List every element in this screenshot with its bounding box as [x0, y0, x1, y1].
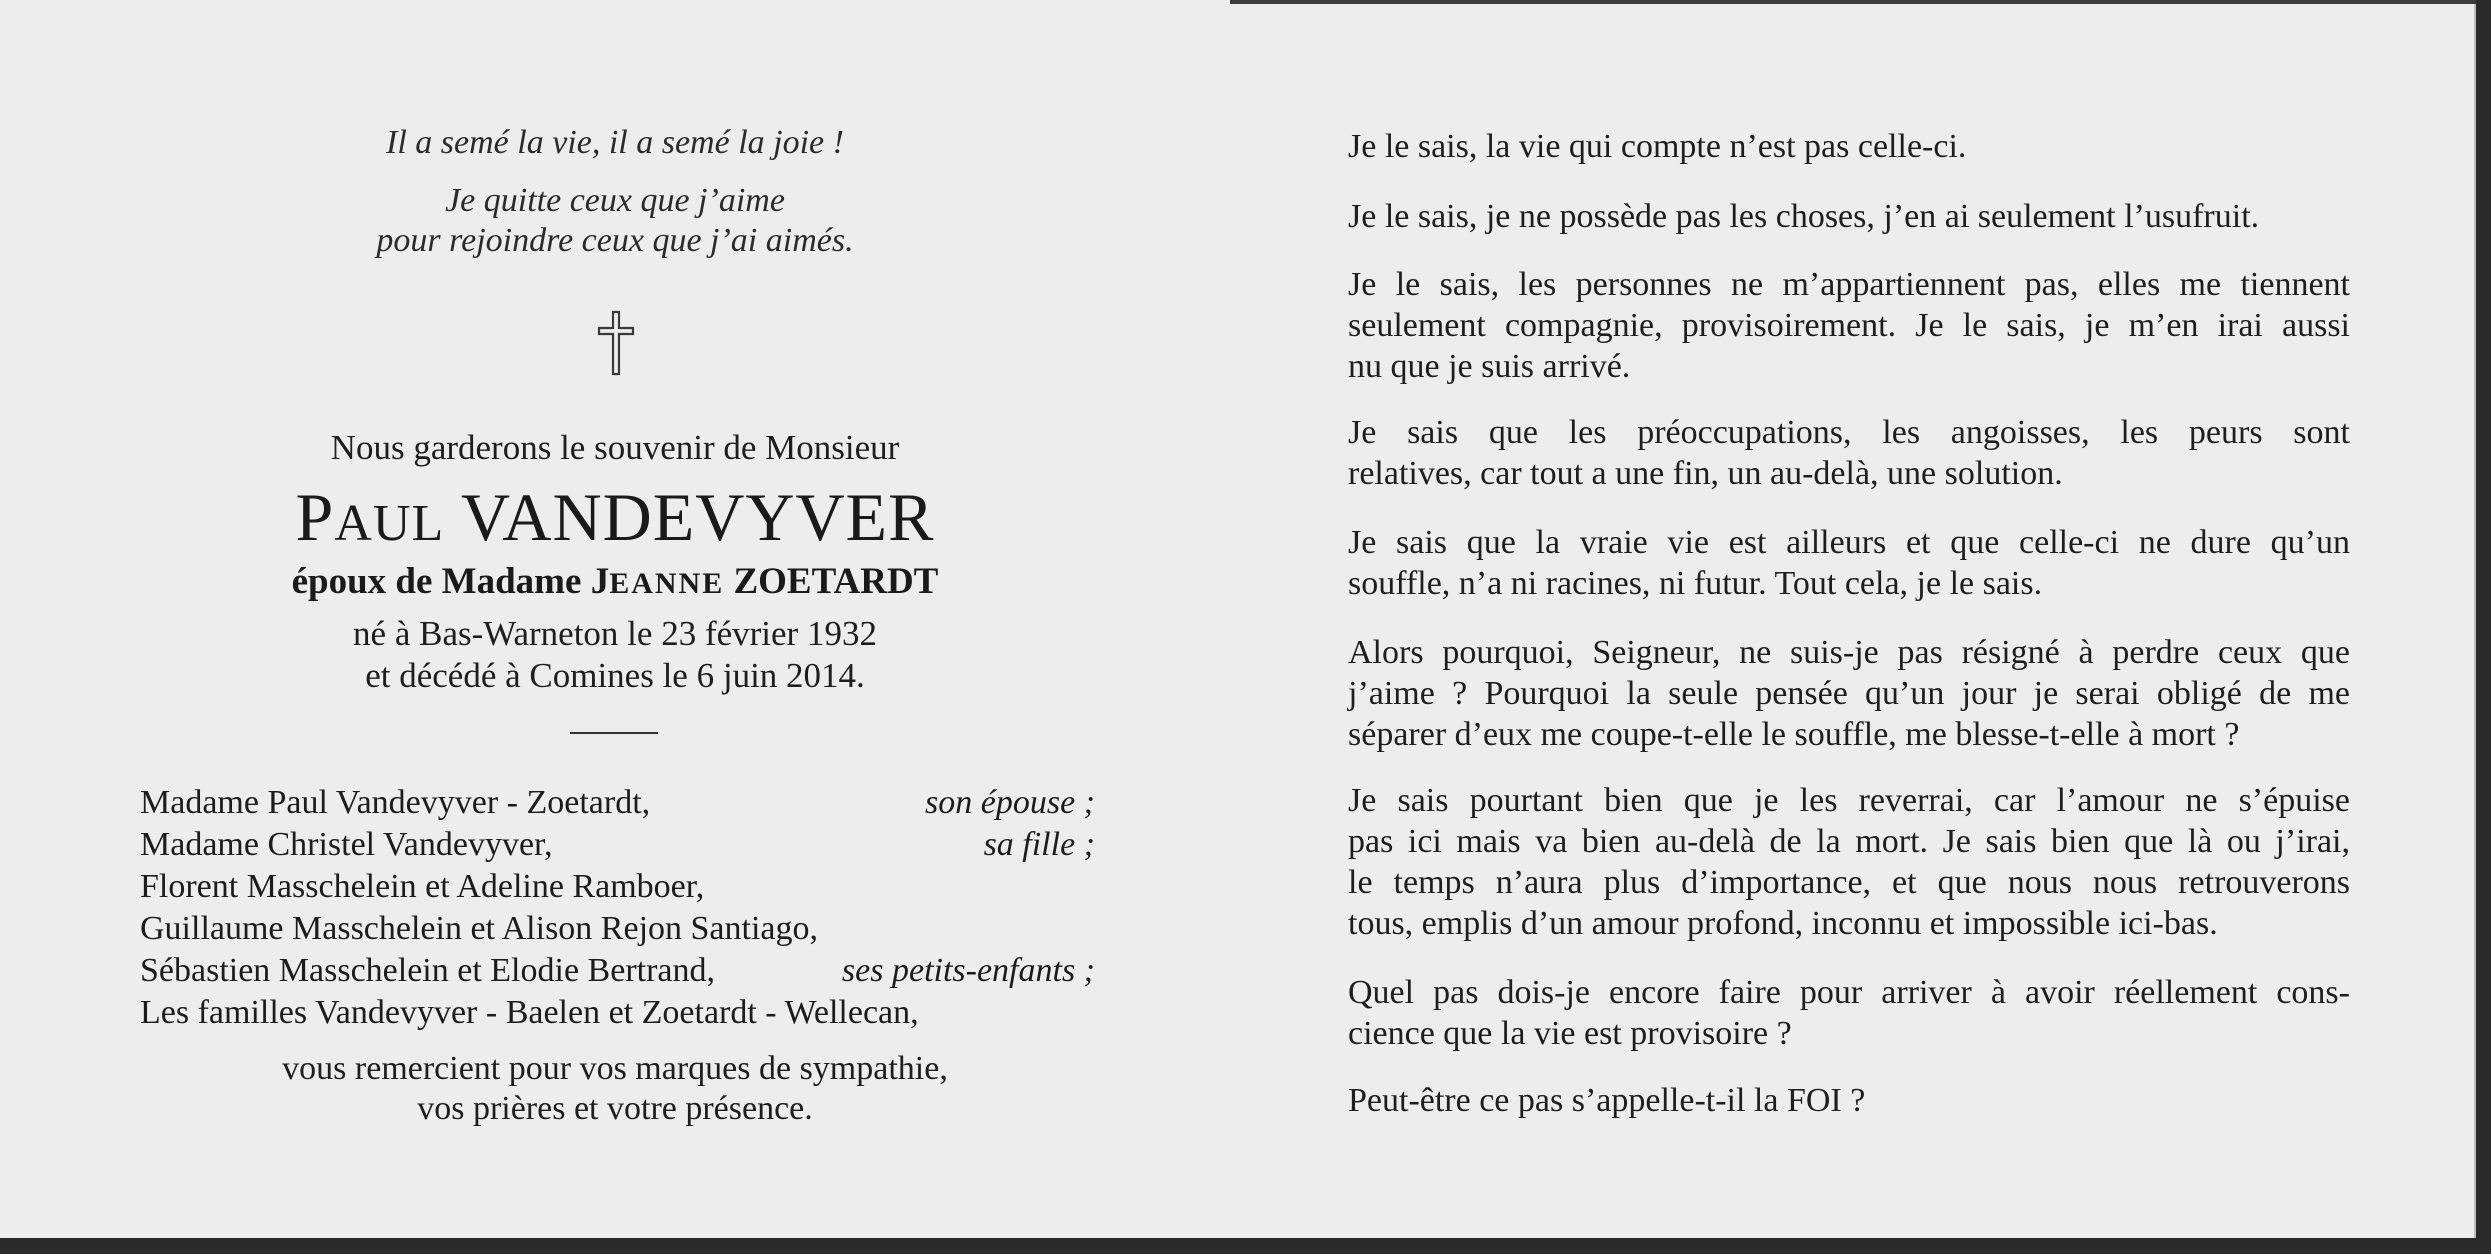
family-row — [140, 952, 1095, 992]
text-line: seulement compagnie, provisoirement. Je le sais, je m’en irai aussi — [1348, 307, 2350, 344]
text-paragraph — [1348, 1080, 2350, 1121]
family-member: Florent Masschelein et Adeline Ramboer, — [140, 868, 705, 905]
birth-line: né à Bas-Warneton le 23 février 1932 — [353, 614, 877, 653]
text-paragraph — [1348, 126, 2350, 167]
spouse-surname: ZOETARDT — [733, 561, 939, 602]
family-member: Les familles Vandevyver - Baelen et Zoetardt - Wellecan, — [140, 994, 919, 1031]
family-member: Sébastien Masschelein et Elodie Bertrand, — [140, 952, 715, 989]
thanks-line-2: vos prières et votre présence. — [417, 1090, 813, 1127]
text-line: tous, emplis d’un amour profond, inconnu et impossible ici-bas. — [1348, 905, 2218, 942]
thanks-line-1: vous remercient pour vos marques de sympathie, — [282, 1050, 948, 1087]
family-row — [140, 784, 1095, 824]
poem-line-2: Je quitte ceux que j’aime — [445, 182, 785, 219]
text-line: Peut-être ce pas s’appelle-t-il la FOI ? — [1348, 1082, 1866, 1119]
spouse-line — [0, 560, 1230, 603]
deceased-first-initial: P — [295, 479, 335, 555]
family-member: Guillaume Masschelein et Alison Rejon Santiago, — [140, 910, 819, 947]
deceased-name — [0, 478, 1230, 557]
text-paragraph — [1348, 780, 2350, 944]
family-row — [140, 994, 1095, 1034]
text-line: le temps n’aura plus d’importance, et que nous nous retrouverons — [1348, 864, 2350, 901]
text-line: Alors pourquoi, Seigneur, ne suis-je pas résigné à perdre ceux que — [1348, 634, 2350, 671]
left-panel — [0, 0, 1240, 1238]
text-paragraph — [1348, 412, 2350, 494]
text-line: Quel pas dois-je encore faire pour arriver à avoir réellement cons- — [1348, 974, 2350, 1011]
latin-cross-icon — [596, 310, 636, 376]
text-paragraph — [1348, 632, 2350, 755]
divider — [570, 732, 658, 734]
poem-line-1: Il a semé la vie, il a semé la joie ! — [386, 124, 844, 161]
text-line: Je le sais, la vie qui compte n’est pas celle-ci. — [1348, 128, 1967, 165]
family-row — [140, 826, 1095, 866]
death-line: et décédé à Comines le 6 juin 2014. — [365, 656, 865, 695]
text-paragraph — [1348, 264, 2350, 387]
deceased-first-rest: AUL — [334, 495, 445, 552]
family-role: sa fille ; — [983, 826, 1095, 863]
family-row — [140, 910, 1095, 950]
text-line: souffle, n’a ni racines, ni futur. Tout cela, je le sais. — [1348, 565, 2043, 602]
deceased-surname: VANDEVYVER — [461, 479, 935, 555]
text-paragraph — [1348, 972, 2350, 1054]
family-member: Madame Paul Vandevyver - Zoetardt, — [140, 784, 651, 821]
spouse-prefix: époux de Madame — [291, 561, 582, 602]
poem-line-3: pour rejoindre ceux que j’ai aimés. — [376, 222, 854, 259]
text-line: Je sais pourtant bien que je les reverrai, car l’amour ne s’épuise — [1348, 782, 2350, 819]
family-member: Madame Christel Vandevyver, — [140, 826, 553, 863]
text-line: j’aime ? Pourquoi la seule pensée qu’un jour je serai obligé de me — [1348, 675, 2350, 712]
family-row — [140, 868, 1095, 908]
family-role: ses petits-enfants ; — [841, 952, 1095, 989]
text-paragraph — [1348, 196, 2350, 237]
text-line: séparer d’eux me coupe-t-elle le souffle, me blesse-t-elle à mort ? — [1348, 716, 2240, 753]
text-paragraph — [1348, 522, 2350, 604]
text-line: relatives, car tout a une fin, un au-delà, une solution. — [1348, 455, 2063, 492]
spouse-first-initial: J — [590, 561, 610, 602]
spouse-first-rest: EANNE — [609, 567, 725, 600]
text-line: nu que je suis arrivé. — [1348, 348, 1631, 385]
right-panel-text — [1348, 0, 2350, 1238]
text-line: Je le sais, je ne possède pas les choses, j’en ai seulement l’usufruit. — [1348, 198, 2260, 235]
text-line: Je le sais, les personnes ne m’appartiennent pas, elles me tiennent — [1348, 266, 2350, 303]
text-line: cience que la vie est provisoire ? — [1348, 1015, 1792, 1052]
text-line: pas ici mais va bien au-delà de la mort. Je sais bien que là ou j’irai, — [1348, 823, 2350, 860]
family-role: son épouse ; — [925, 784, 1095, 821]
text-line: Je sais que la vraie vie est ailleurs et que celle-ci ne dure qu’un — [1348, 524, 2350, 561]
text-line: Je sais que les préoccupations, les angoisses, les peurs sont — [1348, 414, 2350, 451]
intro-line: Nous garderons le souvenir de Monsieur — [330, 428, 900, 467]
